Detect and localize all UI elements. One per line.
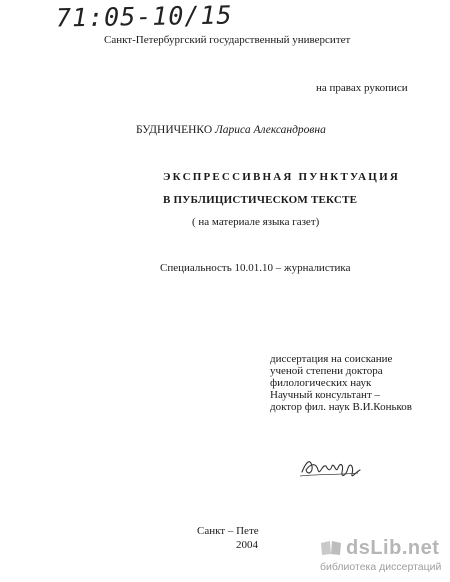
watermark-brand-text: dsLib.net <box>346 537 440 559</box>
advisor-name-line: доктор фил. наук В.И.Коньков <box>270 401 412 413</box>
author-surname: БУДНИЧЕНКО <box>136 124 213 136</box>
watermark <box>320 537 448 579</box>
author-given-names: Лариса Александровна <box>215 124 326 136</box>
degree-line: диссертация на соискание <box>270 353 393 365</box>
degree-block <box>270 353 412 413</box>
title-line-2: В ПУБЛИЦИСТИЧЕСКОМ ТЕКСТЕ <box>163 194 358 206</box>
city: Санкт – Пете <box>197 525 259 537</box>
subtitle: ( на материале языка газет) <box>192 216 320 228</box>
watermark-brand <box>320 537 448 559</box>
degree-line: филологических наук <box>270 377 372 389</box>
watermark-caption: библиотека диссертаций <box>320 561 442 573</box>
advisor-line: Научный консультант – <box>270 389 380 401</box>
handwritten-stamp-number: 71:05-10/15 <box>55 0 233 33</box>
specialty-line: Специальность 10.01.10 – журналистика <box>160 262 351 274</box>
year: 2004 <box>236 539 258 551</box>
author-name <box>136 124 326 136</box>
handwritten-signature <box>298 452 368 482</box>
degree-line: ученой степени доктора <box>270 365 383 377</box>
rights-note: на правах рукописи <box>316 82 408 94</box>
open-book-icon <box>320 540 342 556</box>
title-line-1: ЭКСПРЕССИВНАЯ ПУНКТУАЦИЯ <box>163 171 400 183</box>
university-name: Санкт-Петербургский государственный университет <box>104 34 351 46</box>
